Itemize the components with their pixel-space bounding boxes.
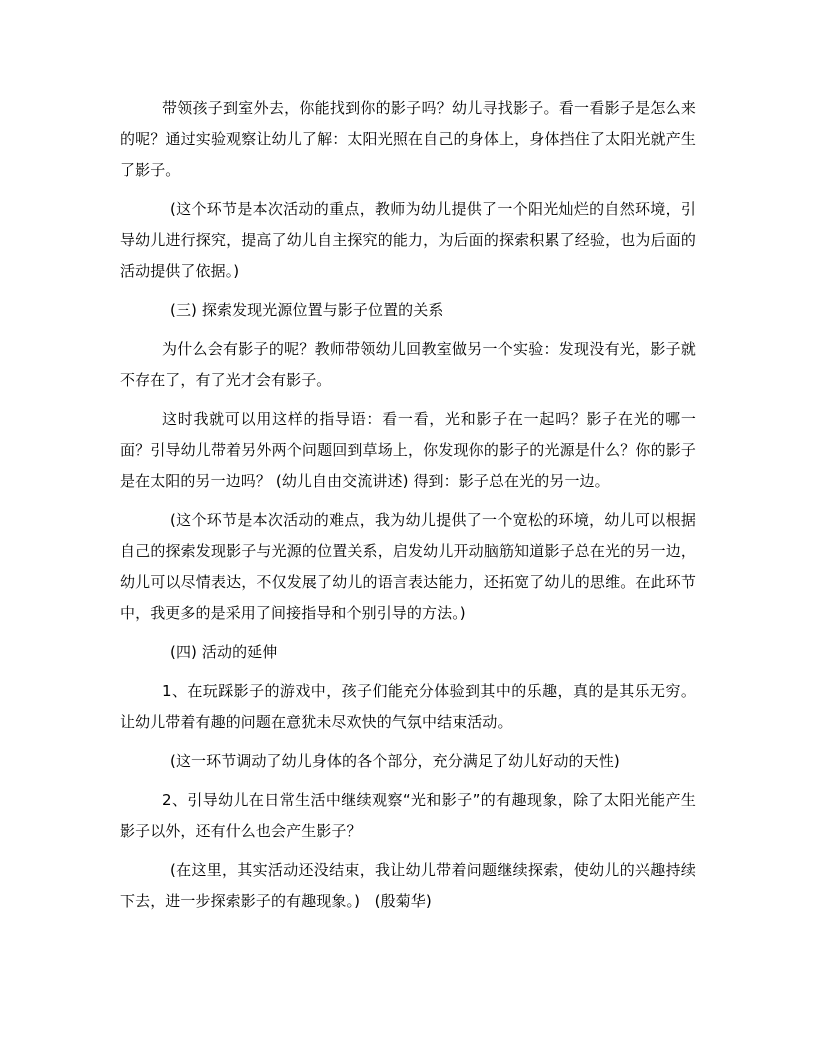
paragraph-note-extension-2: (在这里，其实活动还没结束，我让幼儿带着问题继续探索，使幼儿的兴趣持续下去，进一步探索影子的有趣现象。) (殷菊华) [120, 861, 696, 910]
paragraph-outdoor-activity: 带领孩子到室外去，你能找到你的影子吗？幼儿寻找影子。看一看影子是怎么来的呢？通过实验观察让幼儿了解：太阳光照在自己的身体上，身体挡住了太阳光就产生了影子。 [120, 99, 696, 179]
paragraph-guiding-questions: 这时我就可以用这样的指导语：看一看，光和影子在一起吗？影子在光的哪一面？引导幼儿带着另外两个问题回到草场上，你发现你的影子的光源是什么？你的影子是在太阳的另一边吗？ (幼儿自由交流讲述) 得到：影子总在光的另一边。 [120, 410, 696, 490]
paragraph-note-key-point: (这个环节是本次活动的重点，教师为幼儿提供了一个阳光灿烂的自然环境，引导幼儿进行探究，提高了幼儿自主探究的能力，为后面的探索积累了经验，也为后面的活动提供了依据。) [120, 200, 696, 280]
paragraph-extension-1: 1、在玩踩影子的游戏中，孩子们能充分体验到其中的乐趣，真的是其乐无穷。让幼儿带着有趣的问题在意犹未尽欢快的气氛中结束活动。 [120, 682, 696, 731]
paragraph-note-extension-1: (这一环节调动了幼儿身体的各个部分，充分满足了幼儿好动的天性) [170, 752, 620, 770]
paragraph-note-difficulty: (这个环节是本次活动的难点，我为幼儿提供了一个宽松的环境，幼儿可以根据自己的探索发现影子与光源的位置关系，启发幼儿开动脑筋知道影子总在光的另一边，幼儿可以尽情表达，不仅发展了幼儿的语言表达能力，还拓宽了幼儿的思维。在此环节中，我更多的是采用了间接指导和个别引导的方法。) [120, 511, 696, 622]
paragraph-indoor-experiment: 为什么会有影子的呢？教师带领幼儿回教室做另一个实验：发现没有光，影子就不存在了，有了光才会有影子。 [120, 340, 696, 389]
section-heading-3: (三) 探索发现光源位置与影子位置的关系 [170, 301, 444, 319]
section-heading-4: (四) 活动的延伸 [170, 643, 278, 661]
paragraph-extension-2: 2、引导幼儿在日常生活中继续观察“光和影子”的有趣现象，除了太阳光能产生影子以外，还有什么也会产生影子？ [120, 791, 696, 840]
